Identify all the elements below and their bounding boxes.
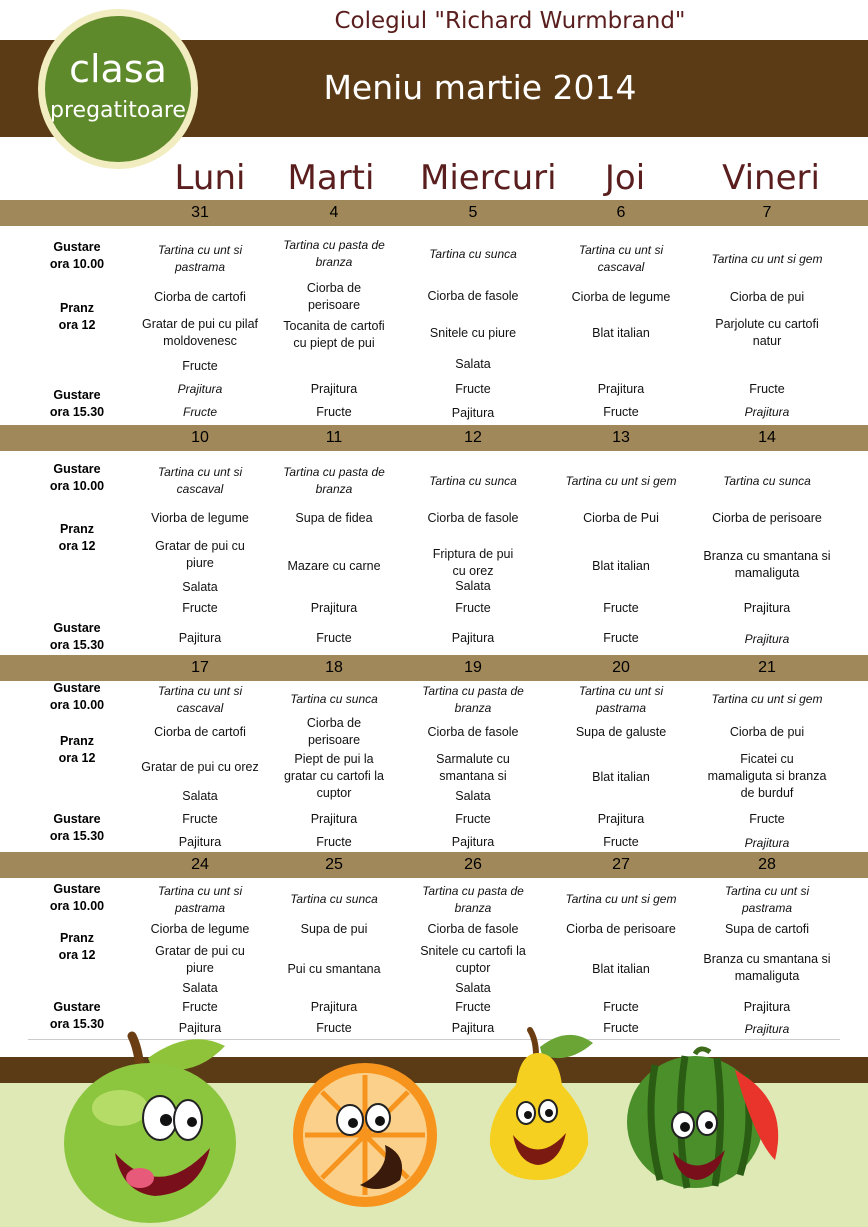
meal-label-line: ora 10.00: [49, 698, 105, 712]
meal-label-line: Pranz: [59, 734, 95, 748]
menu-item-prajitura: Prajitura: [744, 836, 790, 850]
meal-label-line: Pranz: [59, 301, 95, 315]
menu-item-viorba-de-legume: Viorba de legume: [151, 511, 249, 525]
menu-item-tartina-cu-unt-si-gem: Tartina cu unt si gem: [711, 692, 823, 706]
menu-item-fructe: Fructe: [182, 405, 217, 419]
date-number: 13: [612, 429, 630, 446]
menu-item-snitele-cu-piure: Snitele cu piure: [429, 326, 517, 340]
menu-item-supa-de-galuste: Supa de galuste: [575, 725, 667, 739]
menu-item-snitele-cu-cartofi-la: Snitele cu cartofi la cuptor: [420, 944, 526, 975]
menu-item-blat-italian: Blat italian: [592, 962, 650, 976]
date-number: 24: [191, 856, 209, 873]
menu-item-piept-de-pui-la: Piept de pui la gratar cu cartofi la cuptor: [283, 752, 385, 800]
menu-item-tartina-cu-sunca: Tartina cu sunca: [429, 474, 517, 488]
menu-item-tartina-cu-unt-si: Tartina cu unt si cascaval: [157, 684, 243, 715]
menu-item-supa-de-cartofi: Supa de cartofi: [724, 922, 810, 936]
menu-item-tartina-cu-sunca: Tartina cu sunca: [429, 247, 517, 261]
date-bar: [0, 655, 868, 681]
menu-item-tartina-cu-sunca: Tartina cu sunca: [290, 892, 378, 906]
menu-item-fructe: Fructe: [316, 1021, 352, 1035]
pear-icon: [478, 1025, 598, 1185]
menu-item-fructe: Fructe: [455, 601, 491, 615]
school-name: Colegiul "Richard Wurmbrand": [334, 8, 686, 34]
meal-label-line: Gustare: [53, 882, 101, 896]
menu-item-sarmalute-cu: Sarmalute cu smantana si: [436, 752, 510, 783]
meal-label-line: Gustare: [53, 681, 101, 695]
date-number: 25: [325, 856, 343, 873]
meal-label-line: ora 15.30: [49, 829, 105, 843]
menu-item-ciorba-de-perisoare: Ciorba de perisoare: [712, 511, 822, 525]
meal-label-line: Gustare: [53, 621, 101, 635]
menu-item-tartina-cu-unt-si: Tartina cu unt si pastrama: [157, 243, 243, 274]
menu-item-mazare-cu-carne: Mazare cu carne: [287, 559, 381, 573]
date-number: 21: [758, 659, 776, 676]
menu-item-fructe: Fructe: [603, 601, 639, 615]
menu-item-prajitura: Prajitura: [744, 632, 790, 646]
date-number: 27: [612, 856, 630, 873]
menu-item-supa-de-pui: Supa de pui: [300, 922, 368, 936]
date-number: 5: [468, 204, 478, 221]
menu-item-ciorba-de-perisoare: Ciorba de perisoare: [566, 922, 676, 936]
menu-item-fructe: Fructe: [316, 835, 352, 849]
menu-item-pajitura: Pajitura: [451, 1021, 495, 1035]
date-number: 17: [191, 659, 209, 676]
menu-item-blat-italian: Blat italian: [592, 770, 650, 784]
menu-item-salata: Salata: [455, 579, 491, 593]
meal-label-line: Gustare: [53, 240, 101, 254]
menu-item-tartina-cu-sunca: Tartina cu sunca: [723, 474, 811, 488]
apple-icon: [60, 1028, 240, 1227]
menu-item-branza-cu-smantana-si: Branza cu smantana si mamaliguta: [703, 952, 831, 983]
menu-item-tartina-cu-unt-si: Tartina cu unt si pastrama: [724, 884, 810, 915]
menu-item-pui-cu-smantana: Pui cu smantana: [287, 962, 381, 976]
menu-item-supa-de-fidea: Supa de fidea: [295, 511, 373, 525]
meal-label-pranz: [22, 521, 132, 555]
menu-item-ciorba-de-legume: Ciorba de legume: [150, 922, 250, 936]
menu-item-tartina-cu-pasta-de: Tartina cu pasta de branza: [422, 884, 524, 915]
date-number: 19: [464, 659, 482, 676]
menu-item-prajitura: Prajitura: [177, 382, 223, 396]
meal-label-line: Gustare: [53, 462, 101, 476]
menu-item-ciorba-de-fasole: Ciorba de fasole: [427, 922, 519, 936]
badge-line1: clasa: [69, 47, 167, 91]
date-number: 11: [325, 429, 343, 446]
date-number: 26: [464, 856, 482, 873]
date-number: 4: [329, 204, 339, 221]
menu-item-prajitura: Prajitura: [744, 405, 790, 419]
menu-item-pajitura: Pajitura: [178, 1021, 222, 1035]
menu-item-fructe: Fructe: [603, 1021, 639, 1035]
date-number: 12: [464, 429, 482, 446]
meal-label-line: ora 12: [58, 948, 96, 962]
menu-item-tartina-cu-unt-si-gem: Tartina cu unt si gem: [711, 252, 823, 266]
menu-item-prajitura: Prajitura: [310, 382, 358, 396]
meal-label-gustare1: [22, 461, 132, 495]
menu-item-pajitura: Pajitura: [451, 835, 495, 849]
date-bar: [0, 852, 868, 878]
watermelon-icon: [625, 1040, 785, 1190]
menu-item-salata: Salata: [182, 981, 218, 995]
menu-item-prajitura: Prajitura: [310, 601, 358, 615]
menu-item-tartina-cu-pasta-de: Tartina cu pasta de branza: [422, 684, 524, 715]
meal-label-gustare2: [22, 387, 132, 421]
menu-item-prajitura: Prajitura: [597, 812, 645, 826]
meal-label-gustare1: [22, 680, 132, 714]
menu-item-fructe: Fructe: [182, 601, 218, 615]
menu-item-pajitura: Pajitura: [451, 406, 495, 420]
menu-item-fructe: Fructe: [603, 405, 639, 419]
menu-item-friptur-de-pui: Fripturа de pui cu orez: [432, 547, 514, 578]
menu-item-salata: Salata: [182, 580, 218, 594]
menu-item-ciorba-de: Ciorba de perisoare: [306, 716, 362, 747]
menu-item-pajitura: Pajitura: [451, 631, 495, 645]
badge-inner: [45, 16, 191, 162]
menu-item-fructe: Fructe: [603, 1000, 639, 1014]
menu-item-tartina-cu-unt-si-gem: Tartina cu unt si gem: [565, 892, 677, 906]
date-number: 18: [325, 659, 343, 676]
menu-item-parjolute-cu-cartofi: Parjolute cu cartofi natur: [715, 317, 819, 348]
menu-item-ficatei-cu: Ficatei cu mamaliguta si branza de burduf: [707, 752, 827, 800]
date-number: 14: [758, 429, 776, 446]
date-number: 28: [758, 856, 776, 873]
menu-item-salata: Salata: [182, 789, 218, 803]
menu-item-blat-italian: Blat italian: [592, 559, 650, 573]
menu-item-fructe: Fructe: [182, 359, 218, 373]
menu-item-fructe: Fructe: [603, 835, 639, 849]
menu-item-salata: Salata: [455, 789, 491, 803]
menu-item-fructe: Fructe: [316, 631, 352, 645]
menu-title: Meniu martie 2014: [323, 68, 637, 107]
menu-item-ciorba-de-cartofi: Ciorba de cartofi: [154, 725, 246, 739]
menu-item-prajitura: Prajitura: [310, 812, 358, 826]
meal-label-line: ora 10.00: [49, 899, 105, 913]
meal-label-pranz: [22, 733, 132, 767]
menu-item-gratar-de-pui-cu-orez: Gratar de pui cu orez: [141, 760, 259, 774]
meal-label-gustare2: [22, 811, 132, 845]
menu-item-fructe: Fructe: [749, 812, 785, 826]
menu-item-tartina-cu-pasta-de: Tartina cu pasta de branza: [283, 465, 385, 496]
meal-label-line: Gustare: [53, 812, 101, 826]
meal-label-pranz: [22, 300, 132, 334]
menu-item-salata: Salata: [455, 981, 491, 995]
menu-item-prajitura: Prajitura: [597, 382, 645, 396]
menu-item-blat-italian: Blat italian: [592, 326, 650, 340]
meal-label-line: ora 12: [58, 751, 96, 765]
menu-item-fructe: Fructe: [749, 382, 785, 396]
menu-item-fructe: Fructe: [316, 405, 352, 419]
meal-label-gustare1: [22, 239, 132, 273]
menu-item-ciorba-de-cartofi: Ciorba de cartofi: [154, 290, 246, 304]
meal-label-line: ora 10.00: [49, 479, 105, 493]
menu-item-tartina-cu-unt-si: Tartina cu unt si pastrama: [578, 684, 664, 715]
menu-item-salata: Salata: [455, 357, 491, 371]
menu-item-prajitura: Prajitura: [310, 1000, 358, 1014]
meal-label-gustare2: [22, 620, 132, 654]
menu-item-branza-cu-smantana-si: Branza cu smantana si mamaliguta: [703, 549, 831, 580]
date-number: 31: [191, 204, 209, 221]
menu-item-ciorba-de-fasole: Ciorba de fasole: [427, 511, 519, 525]
meal-label-gustare1: [22, 881, 132, 915]
menu-item-prajitura: Prajitura: [744, 1022, 790, 1036]
day-header-vineri: Vineri: [722, 158, 820, 198]
menu-item-tartina-cu-pasta-de: Tartina cu pasta de branza: [283, 238, 385, 269]
menu-item-gratar-de-pui-cu: Gratar de pui cu piure: [155, 539, 245, 570]
meal-label-line: Pranz: [59, 931, 95, 945]
menu-item-prajitura: Prajitura: [743, 601, 791, 615]
date-number: 6: [616, 204, 626, 221]
class-badge: [38, 9, 198, 169]
day-header-miercuri: Miercuri: [420, 158, 557, 198]
date-number: 20: [612, 659, 630, 676]
meal-label-line: ora 10.00: [49, 257, 105, 271]
meal-label-line: ora 12: [58, 318, 96, 332]
meal-label-line: ora 12: [58, 539, 96, 553]
meal-label-line: Gustare: [53, 1000, 101, 1014]
menu-item-gratar-de-pui-cu: Gratar de pui cu piure: [155, 944, 245, 975]
badge-line2: pregatitoare: [50, 98, 186, 123]
menu-item-prajitura: Prajitura: [743, 1000, 791, 1014]
menu-item-fructe: Fructe: [455, 382, 491, 396]
menu-item-ciorba-de: Ciorba de perisoare: [306, 281, 362, 312]
menu-item-pajitura: Pajitura: [178, 631, 222, 645]
menu-item-ciorba-de-legume: Ciorba de legume: [571, 290, 671, 304]
day-header-joi: Joi: [604, 158, 646, 198]
date-bar: [0, 425, 868, 451]
menu-item-tartina-cu-unt-si-gem: Tartina cu unt si gem: [565, 474, 677, 488]
menu-item-ciorba-de-pui: Ciorba de pui: [729, 290, 805, 304]
menu-item-ciorba-de-fasole: Ciorba de fasole: [427, 289, 519, 303]
date-number: 10: [191, 429, 209, 446]
menu-item-fructe: Fructe: [455, 1000, 491, 1014]
menu-item-tartina-cu-unt-si: Tartina cu unt si pastrama: [157, 884, 243, 915]
menu-item-gratar-de-pui-cu-pilaf: Gratar de pui cu pilaf moldovenesc: [141, 317, 259, 348]
date-bar: [0, 200, 868, 226]
meal-label-line: ora 15.30: [49, 405, 105, 419]
meal-label-line: ora 15.30: [49, 1017, 105, 1031]
menu-item-tartina-cu-unt-si: Tartina cu unt si cascaval: [578, 243, 664, 274]
meal-label-line: ora 15.30: [49, 638, 105, 652]
menu-item-fructe: Fructe: [603, 631, 639, 645]
menu-item-tartina-cu-sunca: Tartina cu sunca: [290, 692, 378, 706]
menu-item-fructe: Fructe: [182, 812, 218, 826]
menu-item-tocanita-de-cartofi: Tocanita de cartofi cu piept de pui: [283, 319, 385, 350]
day-header-luni: Luni: [174, 158, 246, 198]
meal-label-line: Gustare: [53, 388, 101, 402]
menu-item-ciorba-de-pui: Ciorba de pui: [729, 725, 805, 739]
menu-item-pajitura: Pajitura: [178, 835, 222, 849]
menu-item-tartina-cu-unt-si: Tartina cu unt si cascaval: [157, 465, 243, 496]
menu-item-ciorba-de-pui: Ciorba de Pui: [583, 511, 659, 525]
day-header-marti: Marti: [287, 158, 375, 198]
menu-item-ciorba-de-fasole: Ciorba de fasole: [427, 725, 519, 739]
meal-label-line: Pranz: [59, 522, 95, 536]
meal-label-pranz: [22, 930, 132, 964]
menu-item-fructe: Fructe: [455, 812, 491, 826]
menu-item-fructe: Fructe: [182, 1000, 218, 1014]
orange-icon: [290, 1060, 440, 1210]
date-number: 7: [762, 204, 772, 221]
